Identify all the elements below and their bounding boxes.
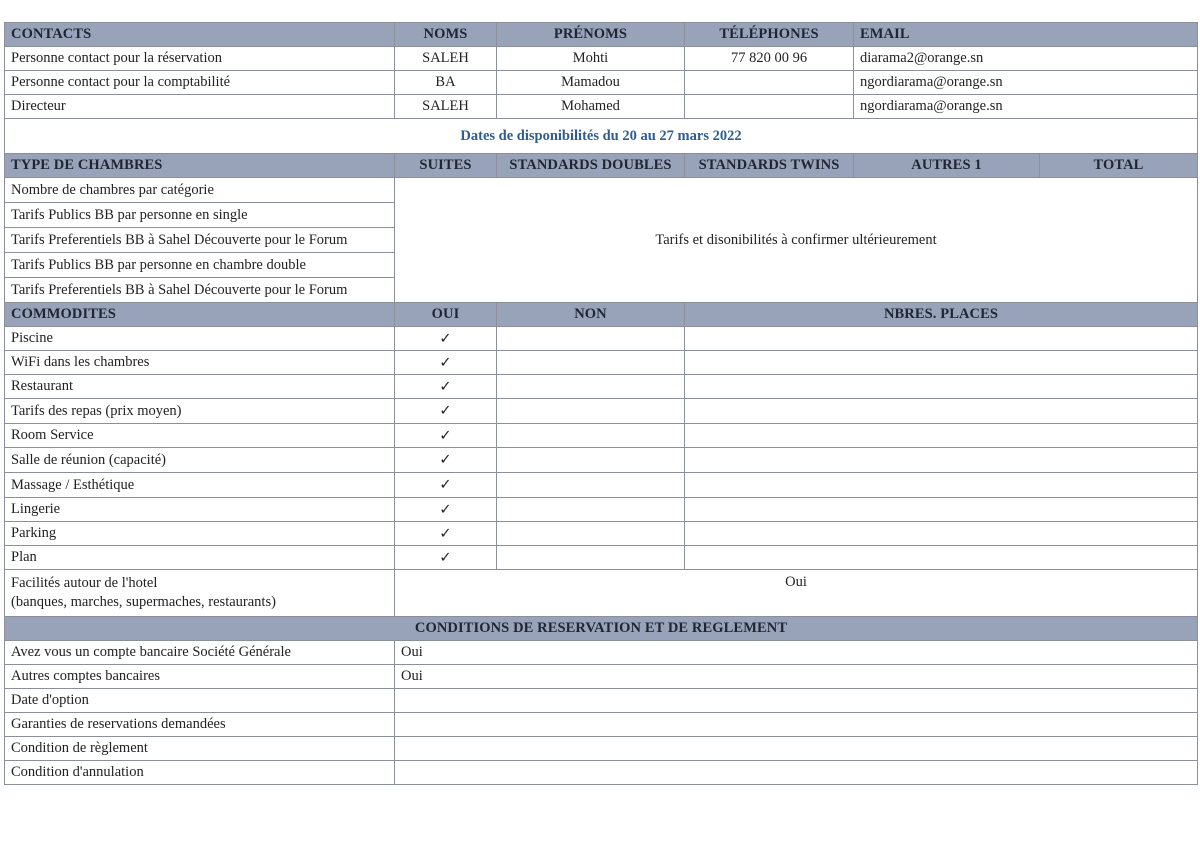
- condition-label: Garanties de reservations demandées: [5, 713, 395, 737]
- non-cell[interactable]: [497, 399, 685, 424]
- amenity-label: WiFi dans les chambres: [5, 351, 395, 375]
- places-cell[interactable]: [685, 351, 1198, 375]
- places-cell[interactable]: [685, 522, 1198, 546]
- condition-value[interactable]: [395, 689, 1198, 713]
- prenoms-header: PRÉNOMS: [497, 23, 685, 47]
- non-cell[interactable]: [497, 473, 685, 498]
- condition-value[interactable]: [395, 761, 1198, 785]
- amenity-row: [5, 546, 1198, 570]
- amenity-label: Salle de réunion (capacité): [5, 448, 395, 473]
- condition-value[interactable]: Oui: [395, 665, 1198, 689]
- contact-label: Personne contact pour la comptabilité: [5, 71, 395, 95]
- amenity-row: [5, 424, 1198, 448]
- form-table: [4, 22, 1198, 785]
- amenity-label: Plan: [5, 546, 395, 570]
- oui-check-icon[interactable]: ✓: [395, 473, 497, 498]
- commodites-header: COMMODITES: [5, 303, 395, 327]
- contact-nom[interactable]: SALEH: [395, 47, 497, 71]
- contact-nom[interactable]: BA: [395, 71, 497, 95]
- non-cell[interactable]: [497, 327, 685, 351]
- oui-check-icon[interactable]: ✓: [395, 448, 497, 473]
- rates-note: Tarifs et disonibilités à confirmer ultérieurement: [395, 178, 1198, 303]
- amenity-label: Tarifs des repas (prix moyen): [5, 399, 395, 424]
- amenity-row: [5, 498, 1198, 522]
- oui-check-icon[interactable]: ✓: [395, 399, 497, 424]
- amenity-row: [5, 351, 1198, 375]
- contact-row: [5, 95, 1198, 119]
- amenity-label: Lingerie: [5, 498, 395, 522]
- condition-row: [5, 761, 1198, 785]
- oui-check-icon[interactable]: ✓: [395, 375, 497, 399]
- amenity-row: [5, 399, 1198, 424]
- condition-label: Date d'option: [5, 689, 395, 713]
- non-cell[interactable]: [497, 546, 685, 570]
- amenity-row: [5, 327, 1198, 351]
- condition-row: [5, 641, 1198, 665]
- amenity-row: [5, 448, 1198, 473]
- amenities-header-row: [5, 303, 1198, 327]
- contact-email[interactable]: ngordiarama@orange.sn: [854, 95, 1198, 119]
- non-header: NON: [497, 303, 685, 327]
- condition-row: [5, 689, 1198, 713]
- amenity-row: [5, 375, 1198, 399]
- oui-header: OUI: [395, 303, 497, 327]
- contact-email[interactable]: diarama2@orange.sn: [854, 47, 1198, 71]
- condition-value[interactable]: [395, 713, 1198, 737]
- amenity-label: Piscine: [5, 327, 395, 351]
- facilities-label-line2: (banques, marches, supermaches, restaurants): [11, 594, 276, 610]
- non-cell[interactable]: [497, 498, 685, 522]
- contacts-header-row: [5, 23, 1198, 47]
- non-cell[interactable]: [497, 375, 685, 399]
- room-row: [5, 178, 1198, 203]
- places-cell[interactable]: [685, 375, 1198, 399]
- places-cell[interactable]: [685, 473, 1198, 498]
- condition-label: Condition d'annulation: [5, 761, 395, 785]
- contact-prenom[interactable]: Mohti: [497, 47, 685, 71]
- facilities-label-line1: Facilités autour de l'hotel: [11, 575, 158, 591]
- reservation-form: [4, 22, 1197, 785]
- oui-check-icon[interactable]: ✓: [395, 424, 497, 448]
- places-cell[interactable]: [685, 399, 1198, 424]
- amenity-label: Room Service: [5, 424, 395, 448]
- contact-nom[interactable]: SALEH: [395, 95, 497, 119]
- noms-header: NOMS: [395, 23, 497, 47]
- condition-row: [5, 665, 1198, 689]
- amenity-label: Restaurant: [5, 375, 395, 399]
- places-cell[interactable]: [685, 498, 1198, 522]
- contact-prenom[interactable]: Mohamed: [497, 95, 685, 119]
- places-cell[interactable]: [685, 546, 1198, 570]
- places-cell[interactable]: [685, 448, 1198, 473]
- amenity-label: Parking: [5, 522, 395, 546]
- room-row-label: Tarifs Publics BB par personne en single: [5, 203, 395, 228]
- places-cell[interactable]: [685, 424, 1198, 448]
- contact-row: [5, 47, 1198, 71]
- places-header: NBRES. PLACES: [685, 303, 1198, 327]
- oui-check-icon[interactable]: ✓: [395, 327, 497, 351]
- standards-twins-header: STANDARDS TWINS: [685, 154, 854, 178]
- room-row-label: Tarifs Preferentiels BB à Sahel Découverte pour le Forum: [5, 228, 395, 253]
- contact-label: Directeur: [5, 95, 395, 119]
- room-row-label: Tarifs Publics BB par personne en chambre double: [5, 253, 395, 278]
- oui-check-icon[interactable]: ✓: [395, 522, 497, 546]
- non-cell[interactable]: [497, 448, 685, 473]
- contact-telephone[interactable]: 77 820 00 96: [685, 47, 854, 71]
- condition-label: Condition de règlement: [5, 737, 395, 761]
- amenity-row: [5, 473, 1198, 498]
- dates-title: Dates de disponibilités du 20 au 27 mars 2022: [5, 119, 1198, 154]
- contact-row: [5, 71, 1198, 95]
- room-row-label: Tarifs Preferentiels BB à Sahel Découverte pour le Forum: [5, 278, 395, 303]
- suites-header: SUITES: [395, 154, 497, 178]
- non-cell[interactable]: [497, 351, 685, 375]
- condition-label: Avez vous un compte bancaire Société Générale: [5, 641, 395, 665]
- facilities-label: [5, 570, 395, 617]
- oui-check-icon[interactable]: ✓: [395, 498, 497, 522]
- contact-prenom[interactable]: Mamadou: [497, 71, 685, 95]
- contact-email[interactable]: ngordiarama@orange.sn: [854, 71, 1198, 95]
- condition-row: [5, 737, 1198, 761]
- conditions-title: CONDITIONS DE RESERVATION ET DE REGLEMENT: [5, 617, 1198, 641]
- non-cell[interactable]: [497, 424, 685, 448]
- contact-telephone[interactable]: [685, 95, 854, 119]
- autres-header: AUTRES 1: [854, 154, 1040, 178]
- rooms-header-row: [5, 154, 1198, 178]
- oui-check-icon[interactable]: ✓: [395, 546, 497, 570]
- contact-telephone[interactable]: [685, 71, 854, 95]
- room-row-label: Nombre de chambres par catégorie: [5, 178, 395, 203]
- amenity-label: Massage / Esthétique: [5, 473, 395, 498]
- oui-check-icon[interactable]: ✓: [395, 351, 497, 375]
- contact-label: Personne contact pour la réservation: [5, 47, 395, 71]
- contacts-header: CONTACTS: [5, 23, 395, 47]
- facilities-value[interactable]: Oui: [395, 570, 1198, 617]
- amenity-row: [5, 522, 1198, 546]
- email-header: EMAIL: [854, 23, 1198, 47]
- places-cell[interactable]: [685, 327, 1198, 351]
- conditions-header-row: [5, 617, 1198, 641]
- standards-doubles-header: STANDARDS DOUBLES: [497, 154, 685, 178]
- non-cell[interactable]: [497, 522, 685, 546]
- condition-value[interactable]: Oui: [395, 641, 1198, 665]
- telephones-header: TÉLÉPHONES: [685, 23, 854, 47]
- dates-row: [5, 119, 1198, 154]
- total-header: TOTAL: [1040, 154, 1198, 178]
- condition-row: [5, 713, 1198, 737]
- condition-label: Autres comptes bancaires: [5, 665, 395, 689]
- facilities-row: [5, 570, 1198, 617]
- room-type-header: TYPE DE CHAMBRES: [5, 154, 395, 178]
- condition-value[interactable]: [395, 737, 1198, 761]
